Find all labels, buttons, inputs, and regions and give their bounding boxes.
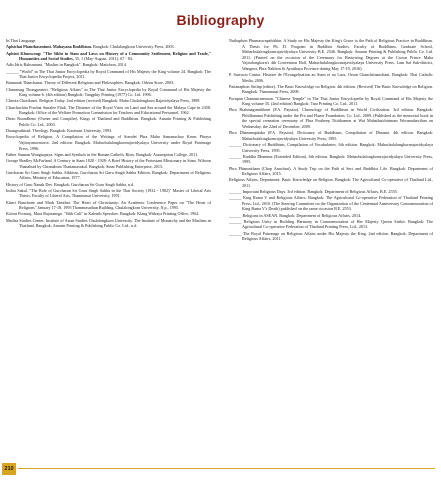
entry-text: ______ Important Religious Days. 3rd edition. Bangkok: Department of Religious Affairs, B.E. 2555. [229, 189, 398, 195]
entry-text: ______ Buddha Dhamma (Extended Edition). 6th edition. Bangkok: Mahachulalongkornrajavidyalaya University Press, 1995. [229, 153, 433, 165]
bibliography-entry [6, 152, 211, 158]
page-title: Bibliography [176, 12, 265, 28]
bibliography-entry [229, 130, 433, 141]
page-number: 210 [2, 463, 16, 475]
entry-text: Chutchachita Prachat Sunalee Pitak. The Distance of the Royal Visits on Land and Sea around the Malaya Cape in 2458. Bangkok: Office of the Welfare Promotion Commission for Teachers and Educational Personnel, 1962. [6, 104, 211, 116]
entry-text: Phra Phimontham (Chop Anuchari). A Study Trip on the Path of Sect and Buddhist Life. Bangkok: Department of Religious Affairs, 2015. [229, 165, 433, 177]
bibliography-entry [6, 211, 211, 217]
bibliography-entry [229, 166, 433, 177]
bibliography-entry [229, 96, 433, 107]
entry-text: History of Guru Nanak Dev. Bangkok: Gurcharan Sri Guru Singh Sabha, n.d. [6, 181, 135, 187]
bibliography-entry [6, 116, 211, 127]
entry-text: Pattanaphon Sirilap (editor). The Basic Knowledge on Religion. 4th edition. (Revised) The Basic Knowledge on Religion. Bangkok: Thammasat Press, 2008. [229, 83, 433, 95]
bibliography-entry [6, 188, 211, 199]
entry-text: ______ Religions in ASEAN. Bangkok: Department of Religious Affairs, 2014. [229, 212, 362, 218]
entry-title: Aphisit Khunwong: "The Sikhs in Siam and Laws on History of a Community Settlement, Religion and Trade," Humanities and Social Studies, [6, 50, 211, 62]
entry-text: Duangsuthirad. Theology. Bangkok: Kasetsart University, 1993. [6, 128, 113, 134]
section-subheading: In Thai Language [6, 38, 36, 43]
bibliography-entry [229, 231, 433, 242]
footer-rule [18, 468, 435, 469]
entry-text: Nuthaphon Phumaswapahithiur. A Study on His Majesty the King's Grace to the Path of Religious Practice in Buddhism. A Thesis for Ph. D. Program in Buddhist Studies, Faculty of Buddhism, Graduate School, Mahachulalongkornrajavidyalaya University B.E. 2546. Bangkok: Amarin Printing & Publishing Public Co. Ltd. 2011. (Printed on the occasion of the Ceremony for Bestowing Degrees at the Crown Prince Maha Vajiralongkorn's 4th Convention Hall, Mahachulalongkornrajavidyalaya University Press, Lam Sai Sub-district, Wangnoi, Phra Nakhon Si Ayutthaya Province during May 17-19, 2016). [229, 38, 433, 71]
entry-text: Encyclopedia of Religion, A Compilation of the Writings of Somdet Phra Maha Samanachao Krom Phraya Vajirayanavarorot. 2nd edition. Bangkok: Mahachulalongkornrajavidyalaya University under Royal Patronage Press, 1996. [6, 134, 211, 151]
entry-text: ______ King Rama V and Religious Affairs. Bangkok: The Agricultural Co-operative Federation of Thailand Printing Press, Ltd., 2010. (The Steering Committee on the Organization of the Centennial Anniversary Commemoration of King Rama V's Death) published on the same occasion B.E. 2553. [229, 195, 433, 212]
bibliography-entry [6, 98, 211, 104]
entry-text: ______ The Royal Patronage on Religious Affairs under His Majesty the King. 2nd edition. Bangkok: Department of Religious Affairs, 2011. [229, 230, 433, 242]
bibliography-entry [229, 38, 433, 71]
bibliography-entry [6, 158, 211, 169]
entry-title: Aphichai Phanthaseniuni. Mahayana Buddhism. [6, 44, 92, 50]
bibliography-left-column [6, 38, 211, 229]
bibliography-entry [229, 154, 433, 165]
bibliography-entry [229, 107, 433, 129]
entry-text: Religious Affairs, Department. Basic Knowledge on Religion. Bangkok: The Agricultural Co-operative of Thailand Ltd., 2011. [229, 177, 433, 188]
bibliography-entry [229, 213, 433, 219]
entry-text: Chamnong Thongprasert. "Religious Affairs" in The Thai Junior Encyclopedia by Royal Command of His Majesty the King volume 6. (4th edition) Bangkok: Tangphiy Printing (1977) Co. Ltd. 1996. [6, 86, 211, 98]
entry-text: 35, 1 (May-August, 2011): 67 - 84. [73, 56, 133, 62]
bibliography-entry [229, 177, 433, 188]
bibliography-entry [6, 80, 211, 86]
entry-text: Bannarak Thanchanai. Theory of Different Religions and Philosophies. Bangkok: Odeon Store, 2003. [6, 80, 175, 86]
bibliography-entry [229, 142, 433, 153]
bibliography-entry [229, 84, 433, 95]
bibliography-entry [6, 51, 211, 62]
entry-text: Bangkok: Chulalongkorn University Press, 2003. [91, 44, 175, 50]
bibliography-entry [229, 189, 433, 195]
entry-text: P. Suriwon Cantor. Histoire de l'Evangelisation au Siam et au Laos, Orsan Chanchitnanchani, Bangkok: Thai Catholic Media, 2006. [229, 71, 433, 83]
entry-text: Pornpan Chanomraenmon. "Chinese Temple" in The Thai Junior Encyclopedia by Royal Command of His Majesty the King volume 35. (2nd edition) Bangkok: Tara Printing Co. Ltd., 2011. [229, 95, 433, 107]
bibliography-entry [6, 69, 211, 80]
page-footer [0, 463, 441, 475]
bibliography-entry [6, 87, 211, 98]
bibliography-entry [6, 44, 211, 50]
entry-text: Father Sunnan Wongsupaya. Signs and Symbols in the Roman Catholic Rites. Bangkok: Assumption College, 2011. [6, 151, 199, 157]
entry-text: Phra Brahmagunabhorn (P.A. Payutto). Chronology of Buddhism in World Civilization. 3rd edition. Bangkok: Phlidhamma Publishing under the Pra and Flame Foundation, Co. Ltd., 2009. (Published as the memorial book in the special cremation ceremony of Phra Pratheep Tititikamon at Wat Mahathatchirinum Woramahavihan on Wednesday, the 22nd of December, 2009. [229, 107, 433, 129]
entry-text: Dirao Roondheno (Owner and Compiler). Kings of Thailand and Buddhism. Bangkok: Amarin Printing & Publishing Public Co. Ltd., 2003. [6, 116, 211, 127]
entry-text: Adis Idris Raksamani. "Muslim in Bangkok". Bangkok: Matichon, 2014. [6, 62, 127, 68]
entry-text: Phra Dhammapitaka (P.A. Payutto). Dictionary of Buddhism, Compilation of Dharma. 4th edition. Bangkok: Mahachulalongkornrajavidyalaya University Press, 1995. [229, 130, 433, 141]
bibliography-entry [6, 182, 211, 188]
entry-text: Gurcharan Sri Guru Singh Sabha. Sikhism, Gurcharan Sri Guru Singh Sabha Edition. Bangkok: Department of Religious Affairs, Ministry of Education, 1977. [6, 169, 211, 181]
entry-text: Indira Sakul. "The Role of Gurcharan Sri Guru Singh Sabha in the Thai Society (1932 - 1982)" Master of Liberal Arts Thesis, Faculty of Liberal Arts, Thammasat University, 1991. [6, 187, 211, 199]
bibliography-entry [6, 128, 211, 134]
entry-text: Kitnri Bunchone and Mark Tamthai. The Heart of Christianity, An Academic Conference Paper on "The Heart of Religions" January 17-18, 1995 Thammasathan Building, Chulalongkorn University, N.p., 1995. [6, 199, 211, 211]
entry-text: George Bradley McFarland. A Century in Siam 1828 - 1928: A Brief History of the Protestant Missionary in Siam. Wiboon Thanahsid by Chinnabom Thanamasakul. Bangkok: Sinar Publishing Enterprise, 2013. [6, 157, 211, 169]
bibliography-entry [6, 105, 211, 116]
bibliography-entry [229, 219, 433, 230]
bibliography-entry [6, 134, 211, 151]
bibliography-entry [229, 72, 433, 83]
bibliography-entry [6, 170, 211, 181]
entry-text: Kritrat Poonsuj, Mara Rajaranega. "Sikh Cult" in Kalenth Speeches. Bangkok: Klang Withaya Printing Office, 1962. [6, 211, 200, 217]
entry-text: Chirota Chotikaset. Religion Today. 2nd edition (revised) Bangkok: Maha Chulalongkorn Rajavidyalaya Press, 1989. [6, 98, 201, 104]
entry-text: ______ Religious Unity in Building Harmony in Commemoration of Her Majesty Queen Sirikit. Bangkok: The Agricultural Co-operative Federation of Thailand Printing Press, Ltd., 2013. [229, 218, 433, 230]
bibliography-entry [6, 200, 211, 211]
entry-text: Madisa Studies Center, Institute of Asian Studies Chulalongkorn University. The Institute of Monarchy and the Muslims in Thailand. Bangkok: Amarin Printing & Publishing Public Co. Ltd., n.d. [6, 217, 211, 229]
bibliography-entry [229, 195, 433, 212]
bibliography-entry [6, 62, 211, 68]
entry-text: ______ Dictionary of Buddhism, Compilation of Vocabularies. 6th edition. Bangkok: Mahachulalongkornrajavidyalaya University Press, 1995. [229, 141, 433, 153]
bibliography-entry [6, 218, 211, 229]
entry-text: ______ "World" in The Thai Junior Encyclopedia by Royal Command of His Majesty the King volume 24. Bangkok: The Thai Junior Encyclopedia Project, 2011. [6, 68, 211, 80]
bibliography-right-column [229, 38, 433, 242]
